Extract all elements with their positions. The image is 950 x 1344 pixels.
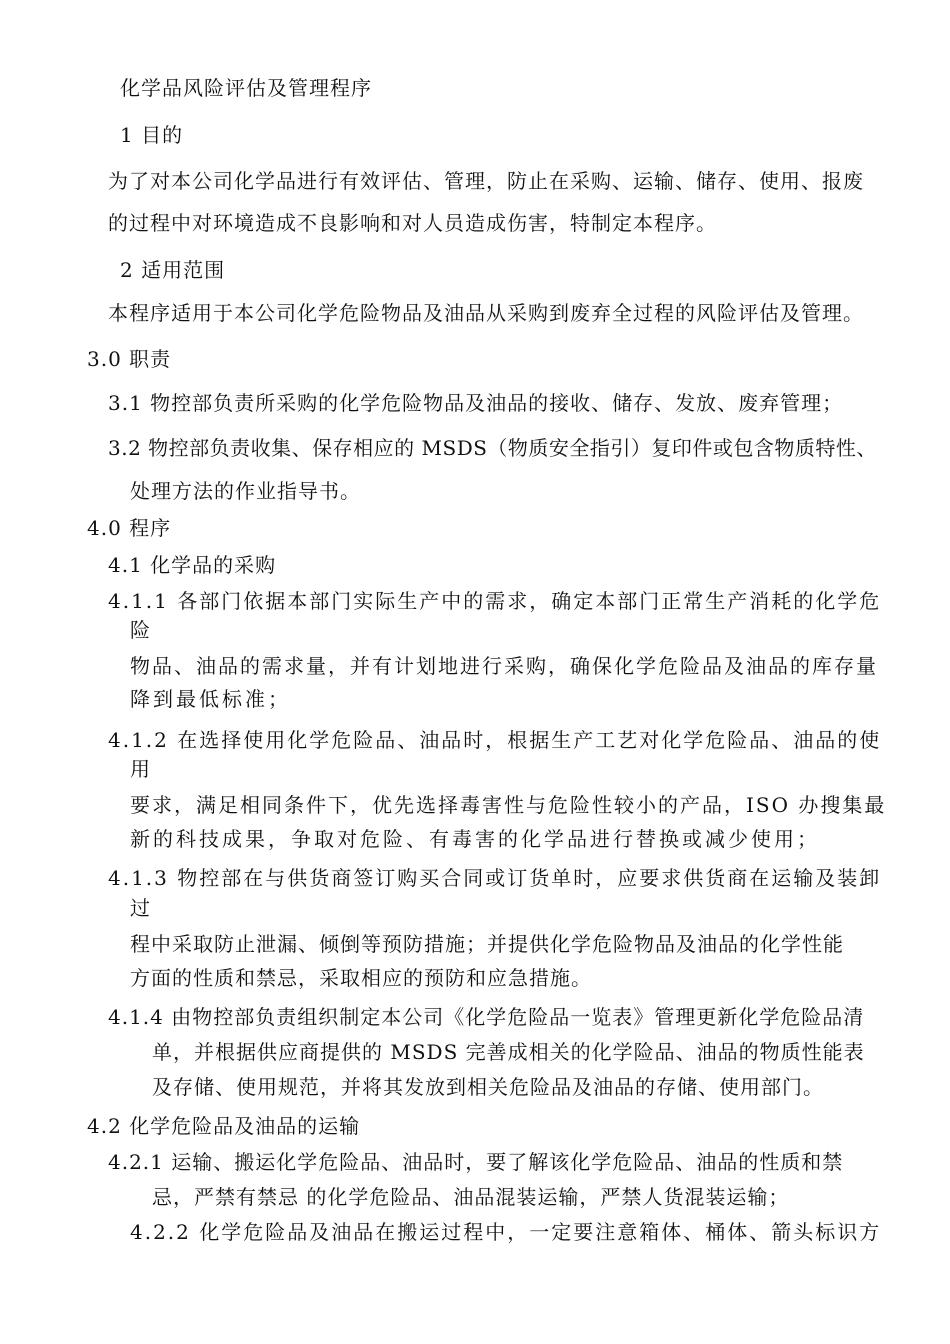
paragraph-line: 处理方法的作业指导书。 xyxy=(130,479,361,503)
paragraph-line: 降到最低标准； xyxy=(130,687,291,711)
paragraph-line: 及存储、使用规范，并将其发放到相关危险品及油品的存储、使用部门。 xyxy=(152,1075,824,1099)
paragraph-line: 的过程中对环境造成不良影响和对人员造成伤害，特制定本程序。 xyxy=(108,211,717,235)
paragraph-line: 程中采取防止泄漏、倾倒等预防措施；并提供化学危险物品及油品的化学性能 xyxy=(130,932,844,956)
subsection-heading: 4.2 化学危险品及油品的运输 xyxy=(87,1114,361,1138)
paragraph-line: 4.2.1 运输、搬运化学危险品、油品时，要了解该化学危险品、油品的性质和禁 xyxy=(108,1150,844,1174)
paragraph-line: 为了对本公司化学品进行有效评估、管理，防止在采购、运输、储存、使用、报废 xyxy=(108,169,864,193)
paragraph-line: 过 xyxy=(130,896,151,920)
section-heading: 3.0 职责 xyxy=(87,347,172,371)
paragraph-line: 4.1.4 由物控部负责组织制定本公司《化学危险品一览表》管理更新化学危险品清 xyxy=(108,1005,865,1029)
paragraph-line: 单，并根据供应商提供的 MSDS 完善成相关的化学险品、油品的物质性能表 xyxy=(152,1040,865,1064)
paragraph-line: 4.2.2 化学危险品及油品在搬运过程中，一定要注意箱体、桶体、箭头标识方 xyxy=(130,1220,882,1244)
paragraph-line: 要求，满足相同条件下，优先选择毒害性与危险性较小的产品，ISO 办搜集最 xyxy=(130,793,887,817)
paragraph-line: 3.1 物控部负责所采购的化学危险物品及油品的接收、储存、发放、废弃管理； xyxy=(108,391,844,415)
section-heading: 4.0 程序 xyxy=(87,516,172,540)
paragraph-line: 方面的性质和禁忌，采取相应的预防和应急措施。 xyxy=(130,966,592,990)
paragraph-line: 4.1.1 各部门依据本部门实际生产中的需求，确定本部门正常生产消耗的化学危 xyxy=(108,589,882,613)
paragraph-line: 4.1.3 物控部在与供货商签订购买合同或订货单时，应要求供货商在运输及装卸 xyxy=(108,866,882,890)
section-heading: 1 目的 xyxy=(120,123,184,147)
paragraph-line: 忌，严禁有禁忌 的化学危险品、油品混装运输，严禁人货混装运输； xyxy=(152,1185,790,1209)
paragraph-line: 本程序适用于本公司化学危险物品及油品从采购到废弃全过程的风险评估及管理。 xyxy=(108,301,864,325)
paragraph-line: 物品、油品的需求量，并有计划地进行采购，确保化学危险品及油品的库存量 xyxy=(130,654,878,678)
paragraph-line: 险 xyxy=(130,618,151,642)
section-heading: 2 适用范围 xyxy=(120,258,226,282)
document-title: 化学品风险评估及管理程序 xyxy=(120,76,372,100)
subsection-heading: 4.1 化学品的采购 xyxy=(108,553,277,577)
paragraph-line: 用 xyxy=(130,757,151,781)
paragraph-line: 4.1.2 在选择使用化学危险品、油品时，根据生产工艺对化学危险品、油品的使 xyxy=(108,728,882,752)
paragraph-line: 新的科技成果，争取对危险、有毒害的化学品进行替换或减少使用； xyxy=(130,827,820,851)
paragraph-line: 3.2 物控部负责收集、保存相应的 MSDS（物质安全指引）复印件或包含物质特性、 xyxy=(108,436,877,460)
